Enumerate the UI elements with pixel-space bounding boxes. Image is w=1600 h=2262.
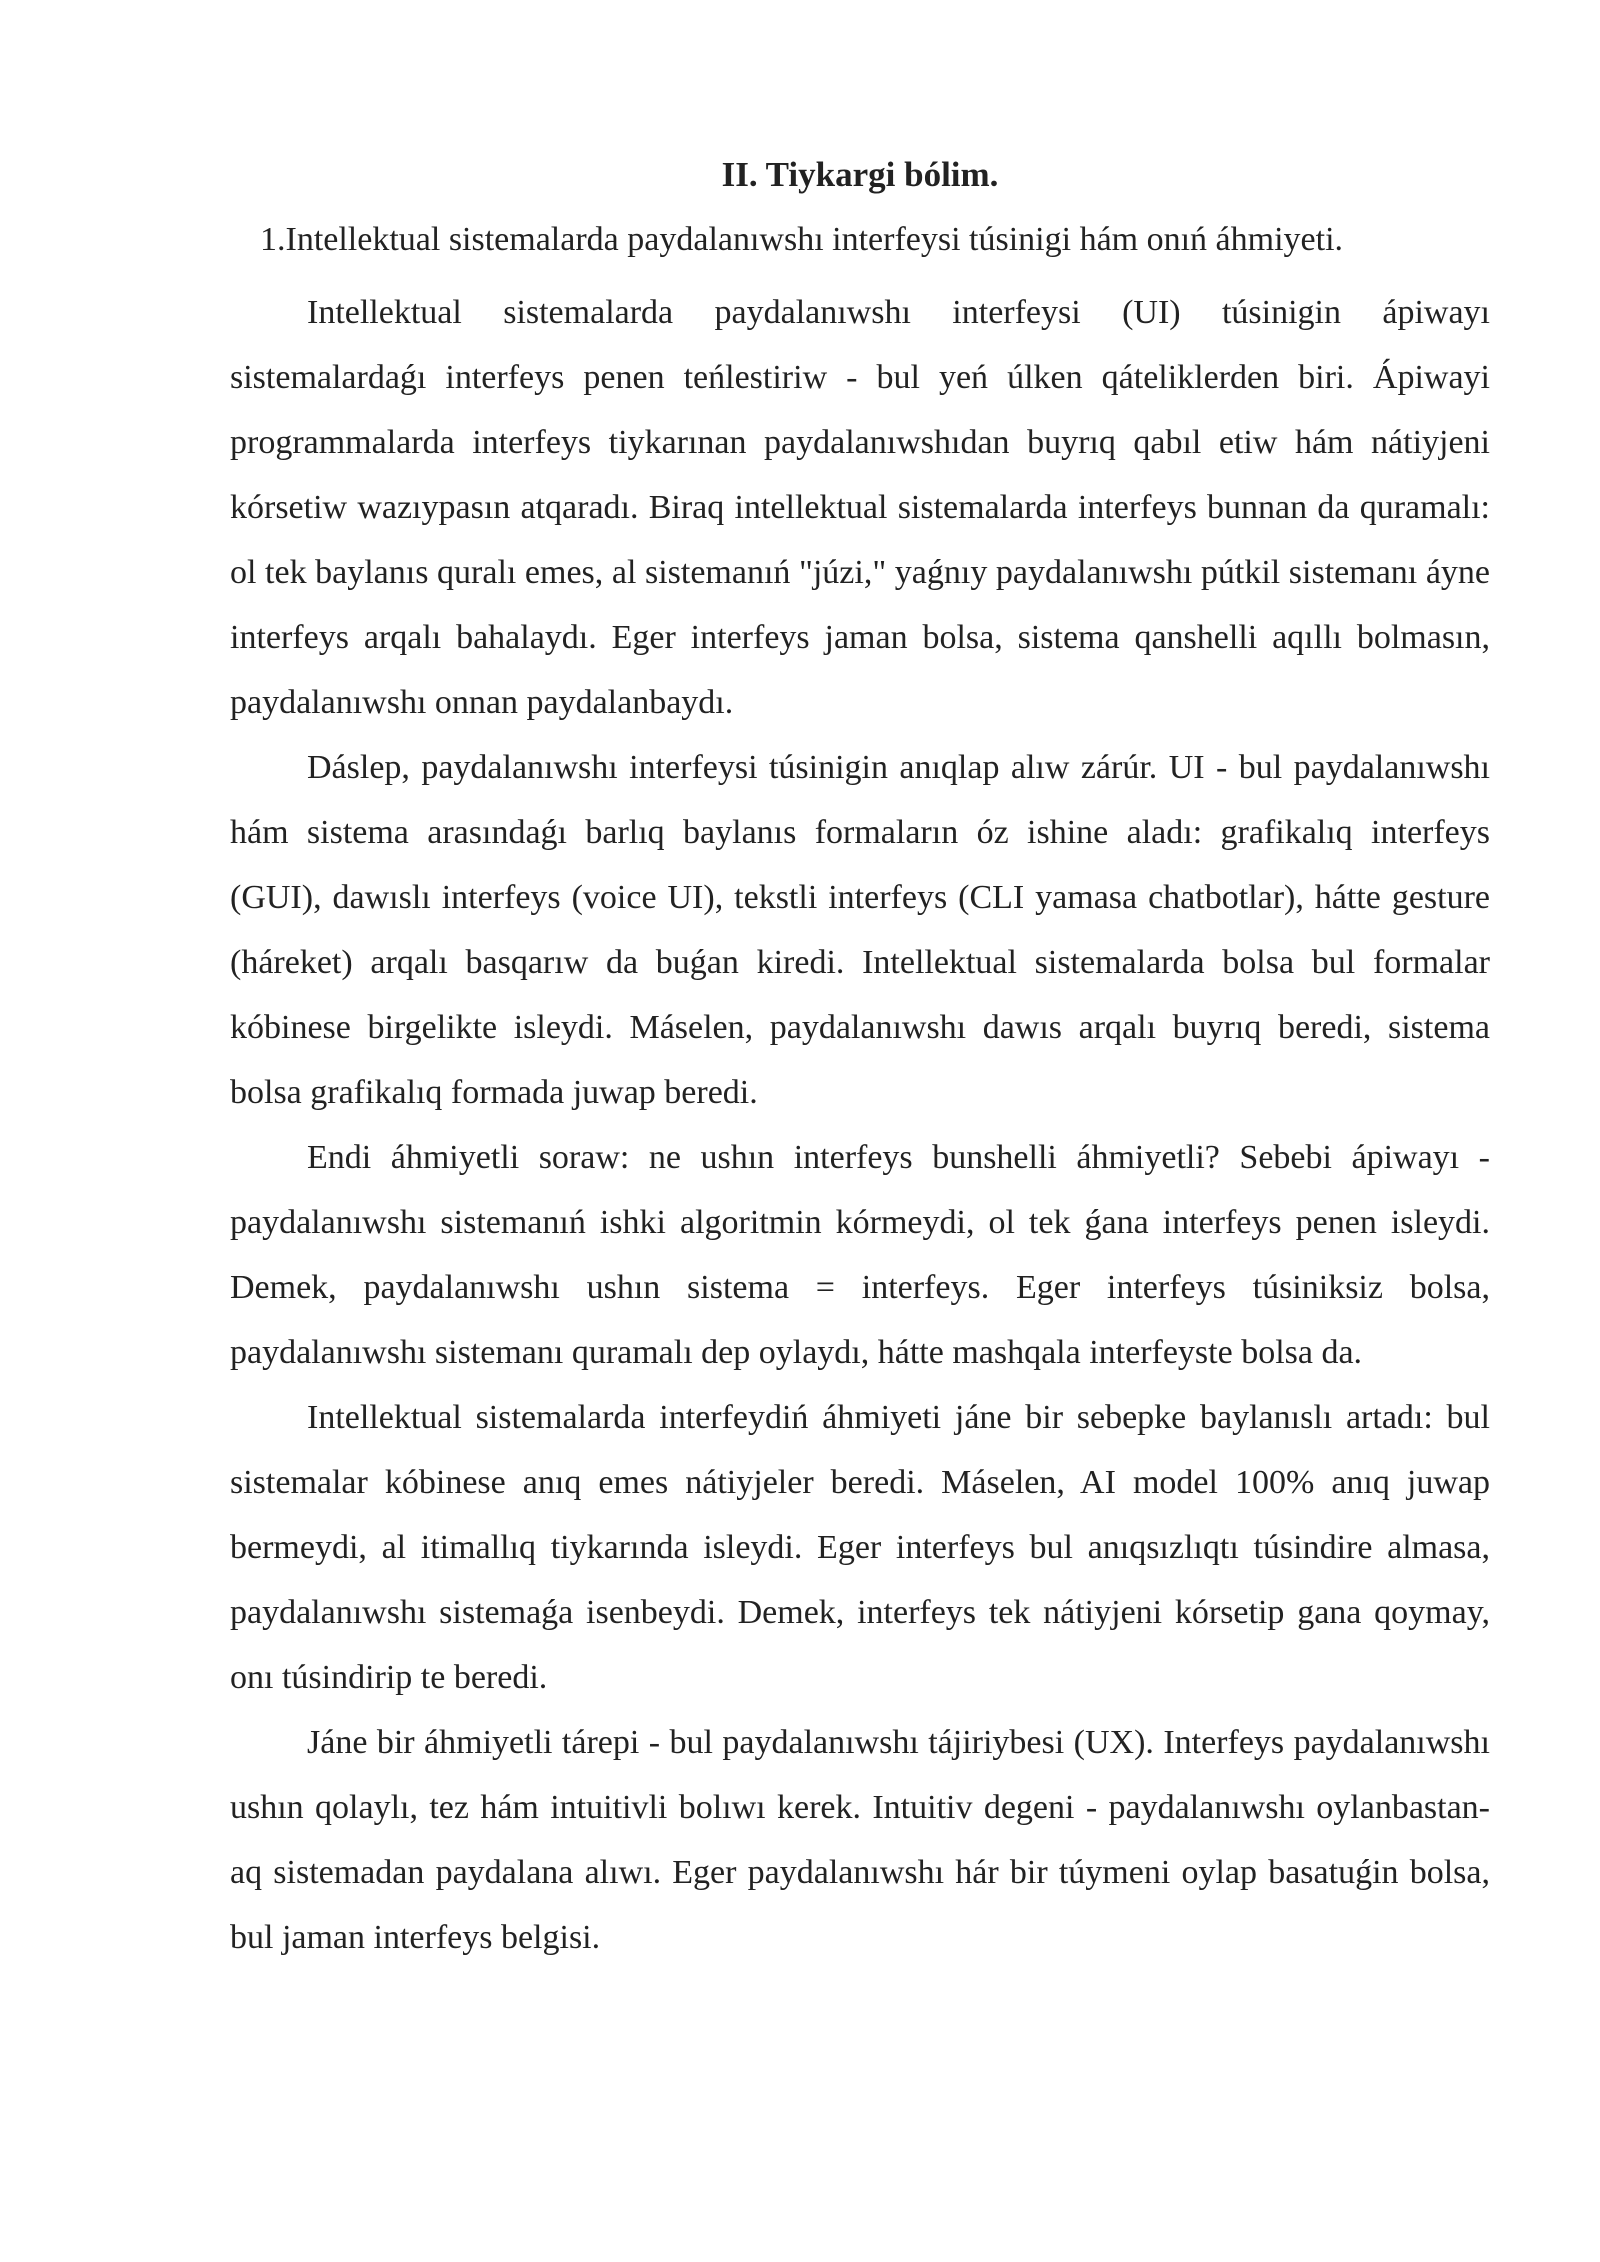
paragraph-ui-concept: Intellektual sistemalarda paydalanıwshı interfeysi (UI) túsinigin ápiwayı sistemalardaǵı interfeys penen teńlestiriw - bul yeń úlken qáteliklerden biri. Ápiwayi programmalarda interfeys tiykarınan paydalanıwshıdan buyrıq qabıl etiw hám nátiyjeni kórsetiw wazıypasın atqaradı. Biraq intellektual sistemalarda interfeys bunnan da quramalı: ol tek baylanıs quralı emes, al sistemanıń "júzi," yaǵnıy paydalanıwshı pútkil sistemanı áyne interfeys arqalı bahalaydı. Eger interfeys jaman bolsa, sistema qanshelli aqıllı bolmasın, paydalanıwshı onnan paydalanbaydı.	[230, 294, 1490, 721]
document-page	[230, 150, 1490, 1970]
paragraph-ui-importance: Endi áhmiyetli soraw: ne ushın interfeys bunshelli áhmiyetli? Sebebi ápiwayı - paydalanıwshı sistemanıń ishki algoritmin kórmeydi, ol tek ǵana interfeys penen isleydi. Demek, paydalanıwshı ushın sistema = interfeys. Eger interfeys túsiniksiz bolsa, paydalanıwshı sistemanı quramalı dep oylaydı, hátte mashqala interfeyste bolsa da.	[230, 1139, 1490, 1371]
subsection-heading: 1.Intellektual sistemalarda paydalanıwshı interfeysi túsinigi hám onıń áhmiyeti.	[260, 221, 1344, 258]
paragraph-ui-definition: Dáslep, paydalanıwshı interfeysi túsinigin anıqlap alıw zárúr. UI - bul paydalanıwshı hám sistema arasındaǵı barlıq baylanıs formaların óz ishine aladı: grafikalıq interfeys (GUI), dawıslı interfeys (voice UI), tekstli interfeys (CLI yamasa chatbotlar), hátte gesture (háreket) arqalı basqarıw da buǵan kiredi. Intellektual sistemalarda bolsa bul formalar kóbinese birgelikte isleydi. Máselen, paydalanıwshı dawıs arqalı buyrıq beredi, sistema bolsa grafikalıq formada juwap beredi.	[230, 749, 1490, 1111]
paragraph-user-experience: Jáne bir áhmiyetli tárepi - bul paydalanıwshı tájiriybesi (UX). Interfeys paydalanıwshı ushın qolaylı, tez hám intuitivli bolıwı kerek. Intuitiv degeni - paydalanıwshı oylanbastan-aq sistemadan paydalana alıwı. Eger paydalanıwshı hár bir túymeni oylap basatuǵin bolsa, bul jaman interfeys belgisi.	[230, 1724, 1490, 1956]
section-heading: II. Tiykargi bólim.	[721, 155, 999, 194]
paragraph-uncertainty: Intellektual sistemalarda interfeydiń áhmiyeti jáne bir sebepke baylanıslı artadı: bul sistemalar kóbinese anıq emes nátiyjeler beredi. Máselen, AI model 100% anıq juwap bermeydi, al itimallıq tiykarında isleydi. Eger interfeys bul anıqsızlıqtı túsindire almasa, paydalanıwshı sistemaǵa isenbeydi. Demek, interfeys tek nátiyjeni kórsetip gana qoymay, onı túsindirip te beredi.	[230, 1399, 1490, 1696]
